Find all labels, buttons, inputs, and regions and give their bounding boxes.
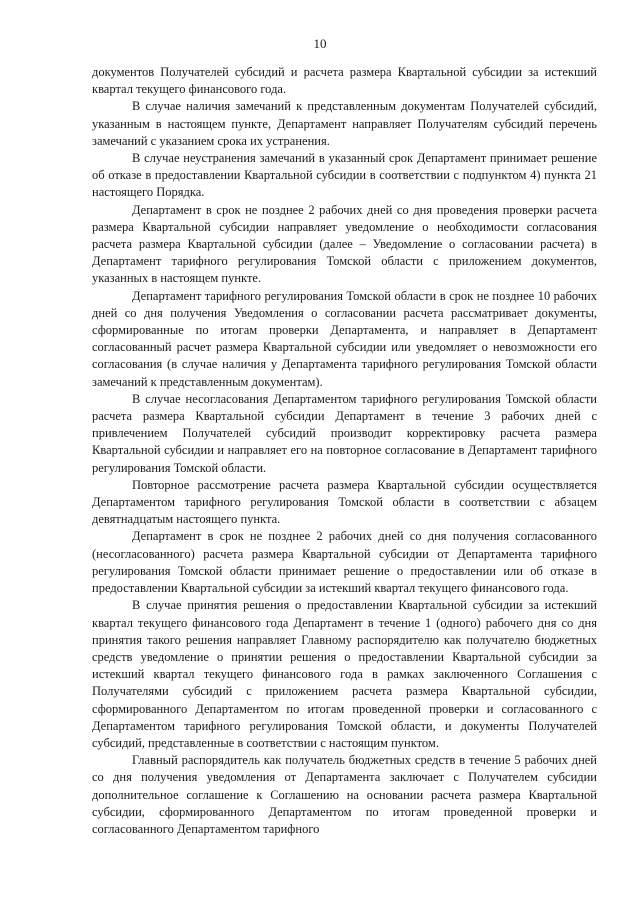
paragraph-6: В случае несогласования Департаментом тарифного регулирования Томской области расчета размера Квартальной субсидии Департамент в течение 3 рабочих дней с привлечением Получателей субсидий производит корректировку расчета размера Квартальной субсидии и направляет его на повторное согласование в Департамент тарифного регулирования Томской области. <box>92 391 597 475</box>
paragraph-10: Главный распорядитель как получатель бюджетных средств в течение 5 рабочих дней со дня получения уведомления от Департамента заключает с Получателем субсидии дополнительное соглашение к Соглашению на основании расчета размера Квартальной субсидии, сформированного Департаментом по итогам проведенной проверки и согласованного Департаментом тарифного <box>92 753 597 836</box>
paragraph-9: В случае принятия решения о предоставлении Квартальной субсидии за истекший квартал текущего финансового года Департамент в течение 1 (одного) рабочего дня со дня принятия такого решения направляет Главному распорядителю как получателю бюджетных средств уведомление о принятии решения о предоставлении Квартальной субсидии за истекший квартал текущего финансового года в рамках заключенного Соглашения с Получателями субсидий с приложением расчета размера Квартальной субсидии, сформированного Департаментом по итогам проведенной проверки и согласованного с Департаментом тарифного регулирования Томской области, и документы Получателей субсидий, представленные в соответствии с настоящим пунктом. <box>92 598 597 750</box>
paragraph-4: Департамент в срок не позднее 2 рабочих дней со дня проведения проверки расчета размера Квартальной субсидии направляет уведомление о необходимости согласования расчета размера Квартальной субсидии (далее – Уведомление о согласовании расчета) в Департамент тарифного регулирования Томской области с приложением документов, указанных в настоящем пункте. <box>92 202 597 286</box>
page-number: 10 <box>313 36 327 51</box>
paragraph-7: Повторное рассмотрение расчета размера Квартальной субсидии осуществляется Департаментом тарифного регулирования Томской области в соответствии с абзацем девятнадцатым настоящего пункта. <box>92 477 597 527</box>
document-body <box>92 64 597 838</box>
paragraph-1: документов Получателей субсидий и расчета размера Квартальной субсидии за истекший квартал текущего финансового года. <box>92 65 597 97</box>
paragraph-3: В случае неустранения замечаний в указанный срок Департамент принимает решение об отказе в предоставлении Квартальной субсидии в соответствии с подпунктом 4) пункта 21 настоящего Порядка. <box>92 151 597 200</box>
paragraph-8: Департамент в срок не позднее 2 рабочих дней со дня получения согласованного (несогласованного) расчета размера Квартальной субсидии от Департамента тарифного регулирования Томской области принимает решение о предоставлении или об отказе в предоставлении Квартальной субсидии за истекший квартал текущего финансового года. <box>92 529 597 596</box>
paragraph-2: В случае наличия замечаний к представленным документам Получателей субсидий, указанным в настоящем пункте, Департамент направляет Получателям субсидий перечень замечаний с указанием срока их устранения. <box>92 99 597 148</box>
paragraph-5: Департамент тарифного регулирования Томской области в срок не позднее 10 рабочих дней со дня получения Уведомления о согласовании расчета рассматривает документы, сформированные по итогам проверки Департамента, и направляет в Департамент согласованный расчет размера Квартальной субсидии или уведомляет о невозможности его согласования (в случае наличия у Департамента тарифного регулирования Томской области замечаний к представленным документам). <box>92 288 597 389</box>
